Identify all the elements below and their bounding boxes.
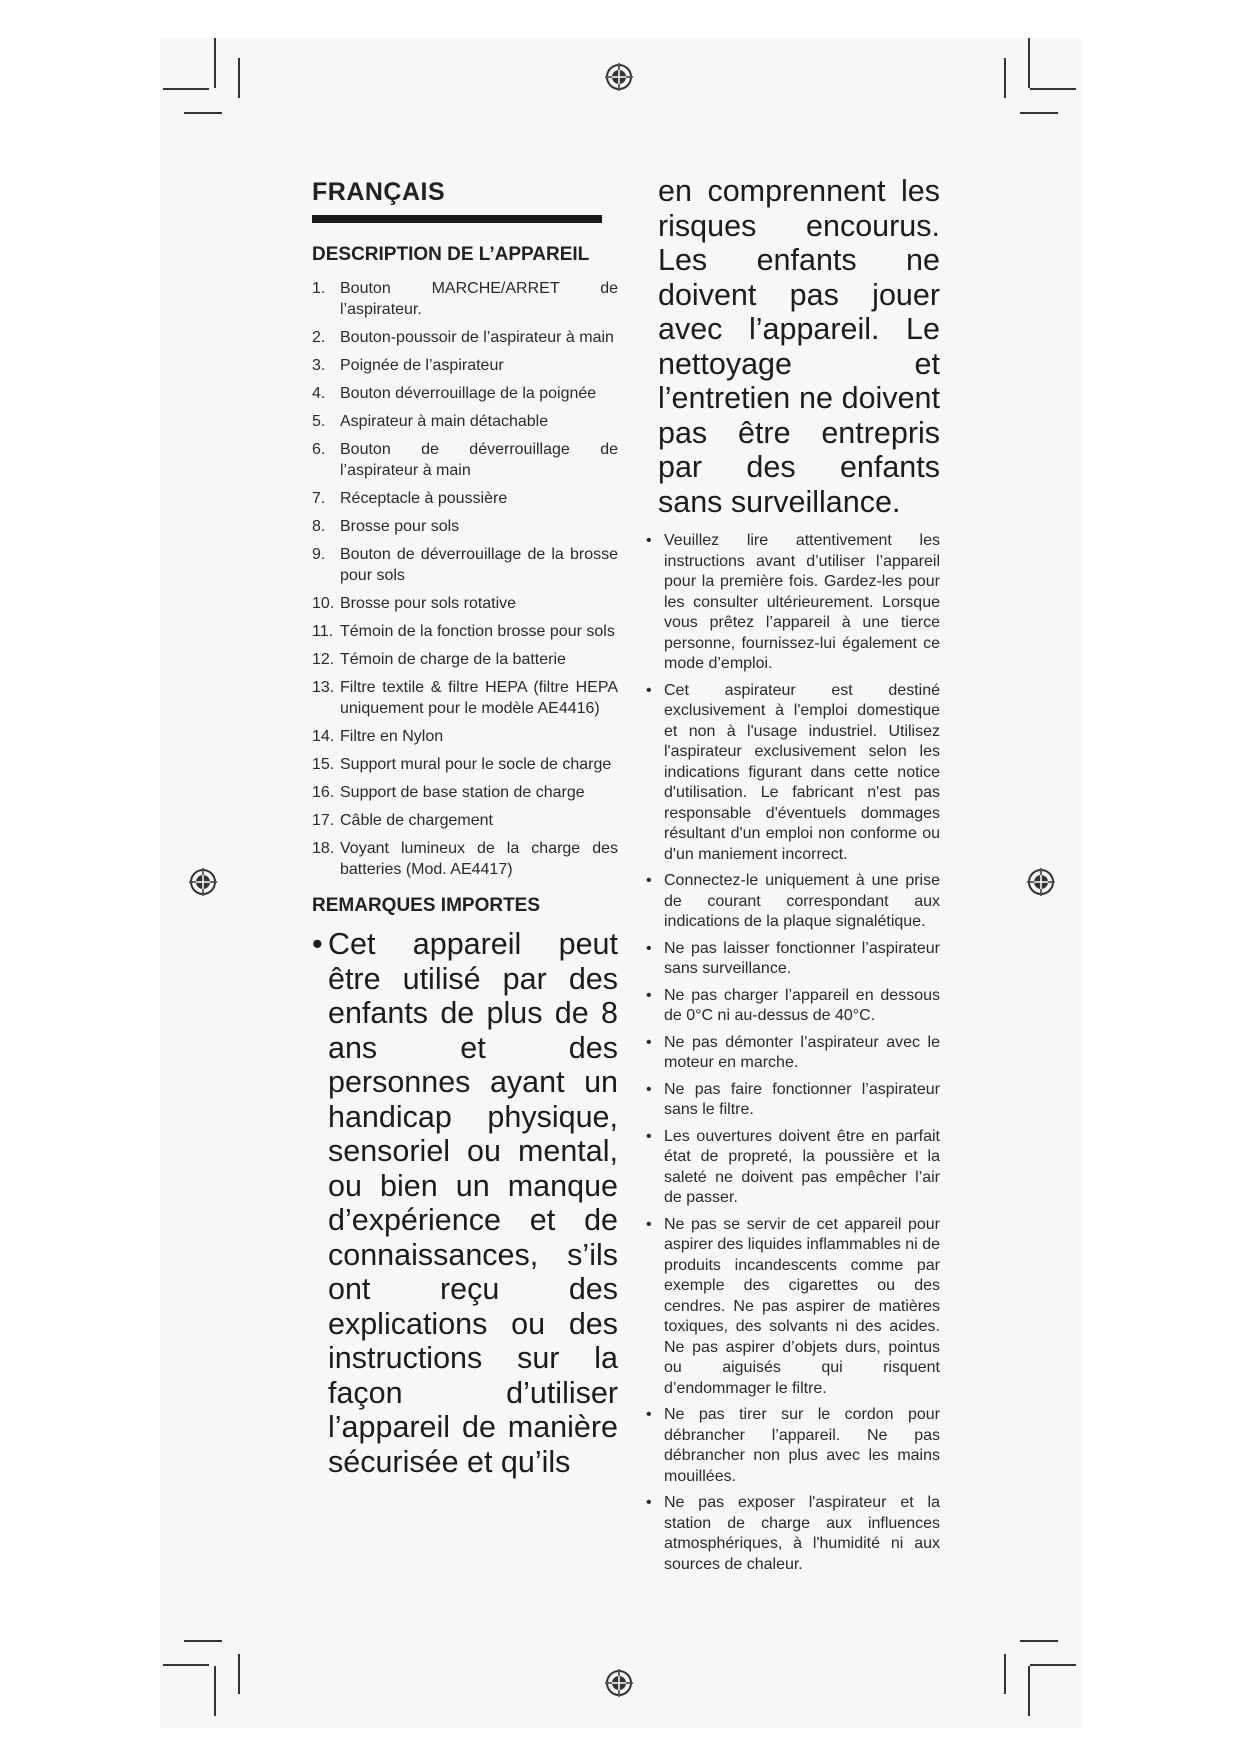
crop-mark <box>238 58 240 98</box>
note-text: Ne pas faire fonctionner l’aspirateur sans le filtre. <box>664 1080 940 1118</box>
note-item <box>646 1033 940 1074</box>
bullet: • <box>646 1080 652 1098</box>
item-text: Brosse pour sols rotative <box>340 595 517 612</box>
bullet: • <box>646 1033 652 1051</box>
note-item <box>646 1405 940 1487</box>
description-item <box>312 726 618 747</box>
bullet: • <box>646 1494 652 1511</box>
item-number: 12. <box>312 651 335 668</box>
crop-mark <box>1004 58 1006 98</box>
item-number: 11. <box>312 623 334 640</box>
description-item <box>312 327 618 348</box>
item-text: Témoin de la fonction brosse pour sols <box>340 623 615 640</box>
item-text: Réceptacle à poussière <box>340 490 508 507</box>
crop-mark <box>163 1664 209 1666</box>
note-item <box>646 871 940 933</box>
item-text: Bouton déverrouillage de la poignée <box>340 385 597 402</box>
crop-mark <box>184 1640 222 1642</box>
big-notice-continued: en comprennent les risques encourus. Les enfants ne doivent pas jouer avec l’appareil. Le nettoyage et l’entretien ne doivent pas être entrepris par des enfants sans surveillance. <box>658 174 940 519</box>
note-item <box>646 1215 940 1400</box>
item-text: Bouton MARCHE/ARRET de l’aspirateur. <box>340 280 618 318</box>
description-list <box>312 278 618 880</box>
description-item <box>312 439 618 481</box>
language-title: FRANÇAIS <box>312 178 446 206</box>
crop-mark <box>1020 1640 1058 1642</box>
item-number: 2. <box>312 329 326 346</box>
bullet: • <box>646 939 652 957</box>
description-item <box>312 810 618 831</box>
note-text: Connectez-le uniquement à une prise de courant correspondant aux indications de la plaque signalétique. <box>664 872 940 930</box>
description-item <box>312 355 618 376</box>
item-number: 14. <box>312 728 335 745</box>
crop-mark <box>184 112 222 114</box>
bullet: • <box>646 1406 652 1423</box>
item-text: Voyant lumineux de la charge des batteries (Mod. AE4417) <box>340 840 618 878</box>
crop-mark <box>1004 1654 1006 1694</box>
item-number: 1. <box>312 280 326 297</box>
crop-mark <box>1028 1666 1030 1716</box>
crop-mark <box>238 1654 240 1694</box>
description-item <box>312 383 618 404</box>
note-item <box>646 939 940 980</box>
crop-mark <box>214 38 216 88</box>
right-column <box>646 174 940 1581</box>
left-column <box>312 178 618 1479</box>
crop-mark <box>1030 1664 1076 1666</box>
bullet: • <box>646 1215 652 1233</box>
item-number: 8. <box>312 518 326 535</box>
note-item <box>646 1127 940 1209</box>
item-number: 9. <box>312 546 326 563</box>
note-text: Ne pas se servir de cet appareil pour aspirer des liquides inflammables ni de produits incandescents comme par exemple des cigarettes ou des cendres. Ne pas aspirer de matières toxiques, des solvants ni des acides. Ne pas aspirer d’objets durs, pointus ou aiguisés qui risquent d’endommager le filtre. <box>664 1215 940 1397</box>
registration-mark-icon <box>188 867 218 897</box>
description-item <box>312 782 618 803</box>
crop-mark <box>1028 38 1030 88</box>
description-item <box>312 649 618 670</box>
crop-mark <box>214 1666 216 1716</box>
note-text: Ne pas laisser fonctionner l’aspirateur sans surveillance. <box>664 939 940 977</box>
description-item <box>312 488 618 509</box>
crop-mark <box>1020 112 1058 114</box>
note-text: Ne pas exposer l'aspirateur et la station de charge aux influences atmosphériques, à l'humidité ni aux sources de chaleur. <box>664 1494 940 1573</box>
note-item <box>646 1493 940 1575</box>
page-sheet <box>160 38 1082 1728</box>
remarks-heading: REMARQUES IMPORTES <box>312 895 541 916</box>
item-text: Bouton de déverrouillage de la brosse pour sols <box>340 546 618 584</box>
notes-list <box>646 531 940 1575</box>
description-item <box>312 754 618 775</box>
bullet: • <box>646 1127 652 1145</box>
item-text: Câble de chargement <box>340 812 493 829</box>
item-text: Bouton-poussoir de l’aspirateur à main <box>340 329 614 346</box>
description-item <box>312 621 618 642</box>
description-item <box>312 516 618 537</box>
bullet: • <box>646 681 652 699</box>
item-number: 16. <box>312 784 335 801</box>
item-number: 6. <box>312 441 326 458</box>
item-number: 18. <box>312 840 335 857</box>
registration-mark-icon <box>1026 867 1056 897</box>
item-text: Filtre en Nylon <box>340 728 444 745</box>
note-text: Cet aspirateur est destiné exclusivement à l'emploi domestique et non à l'usage industriel. Utilisez l'aspirateur exclusivement selon les indications figurant dans cette notice d'utilisation. Le fabricant n'est pas responsable d'éventuels dommages résultant d'un emploi non conforme ou d'un maniement incorrect. <box>664 681 940 863</box>
item-text: Bouton de déverrouillage de l’aspirateur à main <box>340 441 618 479</box>
item-number: 5. <box>312 413 326 430</box>
item-text: Brosse pour sols <box>340 518 460 535</box>
item-text: Support mural pour le socle de charge <box>340 756 612 773</box>
item-number: 15. <box>312 756 335 773</box>
registration-mark-icon <box>604 62 634 92</box>
bullet: • <box>646 532 652 549</box>
description-heading: DESCRIPTION DE L’APPAREIL <box>312 244 590 265</box>
note-item <box>646 986 940 1027</box>
item-number: 10. <box>312 595 335 612</box>
item-number: 4. <box>312 385 326 402</box>
crop-mark <box>163 88 209 90</box>
item-text: Aspirateur à main détachable <box>340 413 549 430</box>
description-item <box>312 411 618 432</box>
description-item <box>312 677 618 719</box>
item-text: Témoin de charge de la batterie <box>340 651 566 668</box>
note-text: Ne pas tirer sur le cordon pour débrancher l’appareil. Ne pas débrancher non plus avec les mains mouillées. <box>664 1406 940 1485</box>
description-item <box>312 838 618 880</box>
description-item <box>312 544 618 586</box>
note-item <box>646 681 940 866</box>
note-text: Les ouvertures doivent être en parfait état de propreté, la poussière et la saleté ne doivent pas empêcher l’air de passer. <box>664 1127 940 1206</box>
note-text: Ne pas démonter l’aspirateur avec le moteur en marche. <box>664 1033 940 1071</box>
item-text: Filtre textile & filtre HEPA (filtre HEPA uniquement pour le modèle AE4416) <box>340 679 618 717</box>
note-item <box>646 531 940 675</box>
note-item <box>646 1080 940 1121</box>
item-number: 13. <box>312 679 335 696</box>
item-number: 17. <box>312 812 335 829</box>
bullet: • <box>646 986 652 1004</box>
registration-mark-icon <box>604 1668 634 1698</box>
description-item <box>312 593 618 614</box>
crop-mark <box>1030 88 1076 90</box>
item-text: Support de base station de charge <box>340 784 585 801</box>
description-item <box>312 278 618 320</box>
item-number: 3. <box>312 357 326 374</box>
note-text: Veuillez lire attentivement les instructions avant d’utiliser l’appareil pour la première fois. Gardez-les pour les consulter ultérieurement. Lorsque vous prêtez l’appareil à une tierce personne, fournissez-lui également ce mode d’emploi. <box>664 532 940 672</box>
title-rule <box>312 215 602 223</box>
bullet: • <box>646 872 652 889</box>
big-notice-text: Cet appareil peut être utilisé par des enfants de plus de 8 ans et des personnes ayant un handicap physique, sensoriel ou mental, ou bien un manque d’expérience et de connaissances, s’ils ont reçu des explications ou des instructions sur la façon d’utiliser l’appareil de manière sécurisée et qu’ils <box>328 927 618 1479</box>
big-notice <box>312 927 618 1479</box>
bullet: • <box>312 927 323 961</box>
note-text: Ne pas charger l’appareil en dessous de 0°C ni au-dessus de 40°C. <box>664 986 940 1024</box>
item-text: Poignée de l’aspirateur <box>340 357 504 374</box>
item-number: 7. <box>312 490 326 507</box>
